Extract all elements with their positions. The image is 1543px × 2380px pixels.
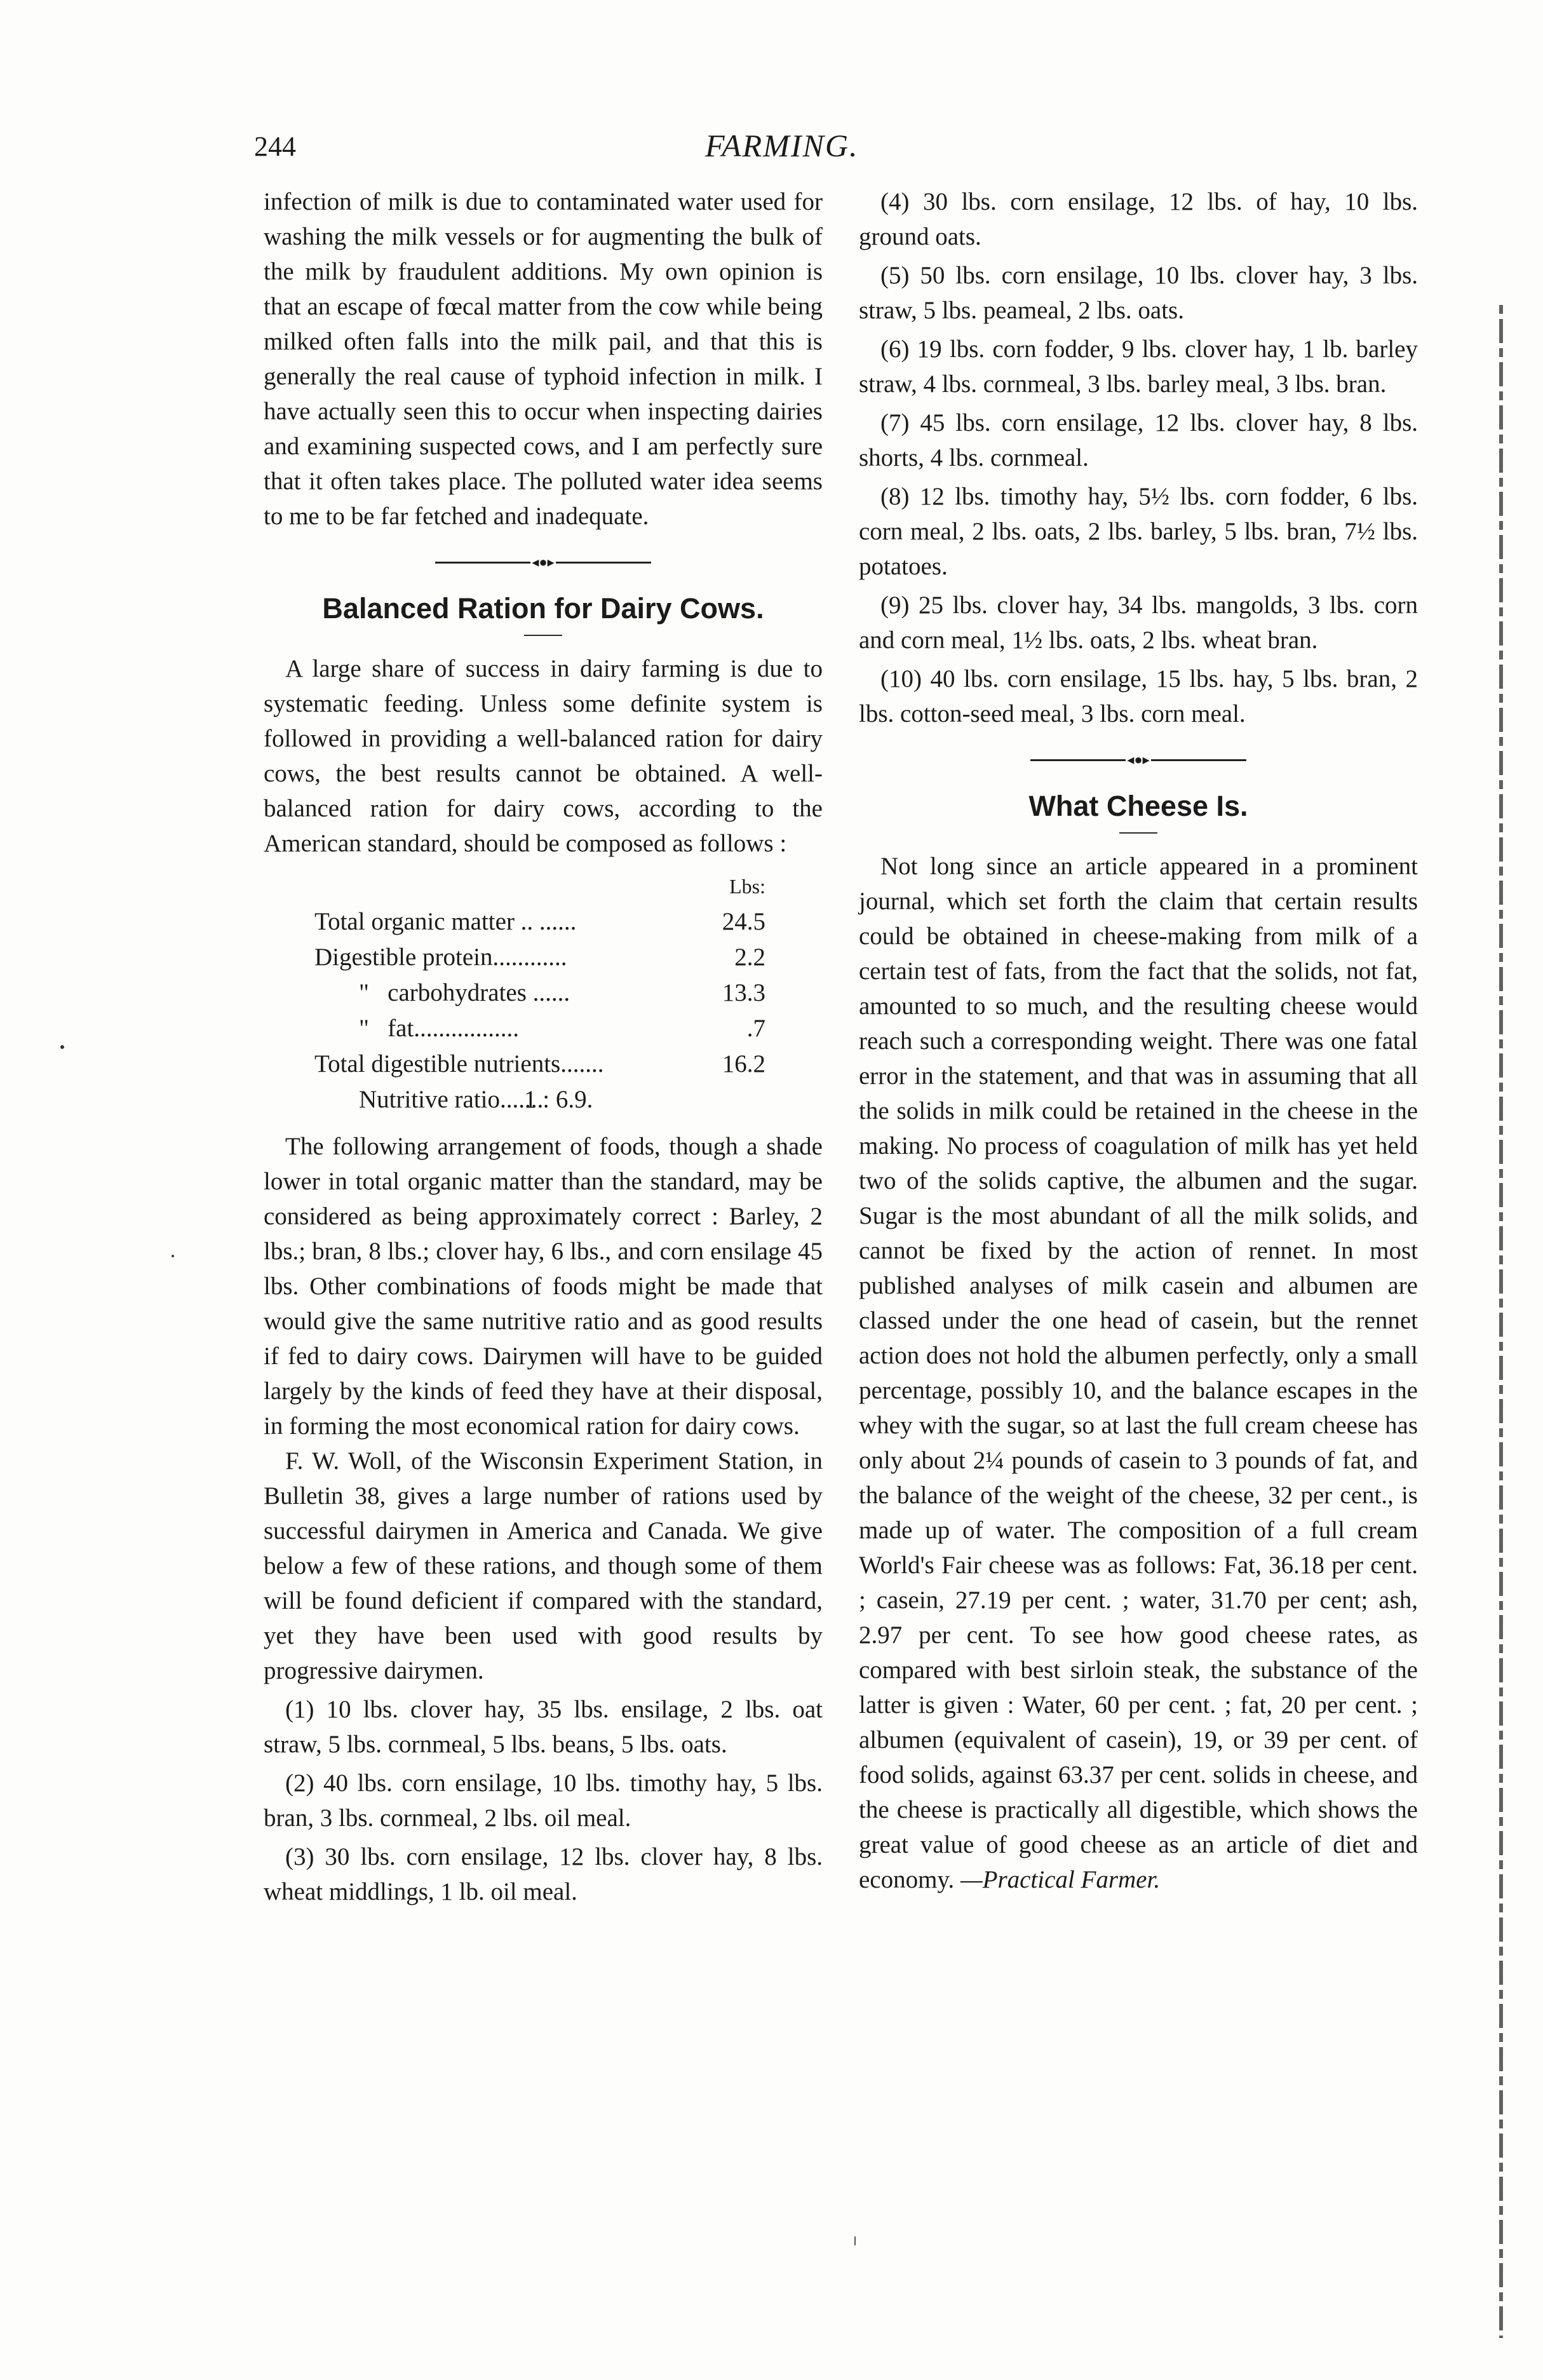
section-divider-ornament: ◂●▸ — [264, 555, 823, 569]
section-title-balanced-ration: Balanced Ration for Dairy Cows. — [322, 592, 764, 625]
ratio-label: Nutritive ratio....... — [359, 1086, 544, 1113]
body-paragraph: The following arrangement of foods, though a shade lower in total organic matter than the standard, may be considered as being approximately correct : Barley, 2 lbs.; bran, 8 lbs.; clover hay, 6 lbs., and corn ensilage 45 lbs. Other combinations of foods might be made that would give the same nutritive ratio and as good results if fed to dairy cows. Dairymen will have to be guided largely by the kinds of feed they have at their disposal, in forming the most economical ration for dairy cows. — [264, 1133, 823, 1440]
table-row — [314, 975, 765, 1011]
running-title: FARMING. — [705, 128, 859, 163]
row-label: " carbohydrates ...... — [359, 979, 570, 1006]
standard-ration-table — [314, 869, 765, 1118]
table-row — [314, 1082, 765, 1118]
row-value: 16.2 — [722, 1050, 765, 1078]
ration-item: (7) 45 lbs. corn ensilage, 12 lbs. clover hay, 8 lbs. shorts, 4 lbs. cornmeal. — [859, 409, 1418, 471]
row-value: 2.2 — [734, 943, 765, 971]
scan-speck — [60, 1045, 64, 1049]
ration-item: (9) 25 lbs. clover hay, 34 lbs. mangolds, 3 lbs. corn and corn meal, 1½ lbs. oats, 2 lbs. wheat bran. — [859, 592, 1418, 654]
table-row — [314, 940, 765, 975]
ratio-value: 1 : 6.9. — [524, 1086, 593, 1113]
table-row — [314, 1046, 765, 1082]
scan-binding-edge — [1499, 305, 1503, 2338]
scan-mark — [854, 2236, 856, 2245]
table-row — [314, 904, 765, 940]
ration-item: (8) 12 lbs. timothy hay, 5½ lbs. corn fodder, 6 lbs. corn meal, 2 lbs. oats, 2 lbs. barley, 5 lbs. bran, 7½ lbs. potatoes. — [859, 483, 1418, 580]
ration-item: (1) 10 lbs. clover hay, 35 lbs. ensilage, 2 lbs. oat straw, 5 lbs. cornmeal, 5 lbs. beans, 5 lbs. oats. — [264, 1696, 823, 1758]
attribution: —Practical Farmer. — [960, 1866, 1161, 1893]
row-label: Total organic matter .. ...... — [314, 908, 577, 935]
ration-item: (2) 40 lbs. corn ensilage, 10 lbs. timothy hay, 5 lbs. bran, 3 lbs. cornmeal, 2 lbs. oil meal. — [264, 1769, 823, 1832]
intro-paragraph: infection of milk is due to contaminated water used for washing the milk vessels or for augmenting the bulk of the milk by fraudulent additions. My own opinion is that an escape of fœcal matter from the cow while being milked often falls into the milk pail, and that this is generally the real cause of typhoid infection in milk. I have actually seen this to occur when inspecting dairies and examining suspected cows, and I am perfectly sure that it often takes place. The polluted water idea seems to me to be far fetched and inadequate. — [264, 188, 823, 530]
title-rule — [524, 635, 562, 636]
row-label: Digestible protein............ — [314, 943, 567, 971]
ration-item: (4) 30 lbs. corn ensilage, 12 lbs. of hay, 10 lbs. ground oats. — [859, 188, 1418, 250]
ration-item: (6) 19 lbs. corn fodder, 9 lbs. clover hay, 1 lb. barley straw, 4 lbs. cornmeal, 3 lbs. barley meal, 3 lbs. bran. — [859, 335, 1418, 398]
section-title-what-cheese-is: What Cheese Is. — [1028, 790, 1248, 822]
page-number: 244 — [254, 131, 296, 162]
body-paragraph: F. W. Woll, of the Wisconsin Experiment Station, in Bulletin 38, gives a large number of rations used by successful dairymen in America and Canada. We give below a few of these rations, and though some of them will be found deficient if compared with the standard, yet they have been used with good results by progressive dairymen. — [264, 1447, 823, 1684]
table-row — [314, 1011, 765, 1046]
row-value: .7 — [746, 1015, 765, 1042]
title-rule — [1119, 832, 1157, 834]
right-column — [859, 184, 1418, 1897]
row-value: 24.5 — [722, 908, 765, 935]
scan-speck — [172, 1255, 174, 1257]
body-paragraph — [859, 849, 1418, 1897]
row-label: Total digestible nutrients....... — [314, 1050, 604, 1078]
row-label: " fat................. — [359, 1015, 520, 1042]
table-unit-header: Lbs: — [729, 875, 765, 898]
cheese-body-text: Not long since an article appeared in a prominent journal, which set forth the claim that certain results could be obtained in cheese-making from milk of a certain test of fats, from the fact that the solids, not fat, amounted to so much, and the resulting cheese would reach such a corresponding weight. There was one fatal error in the statement, and that was in assuming that all the solids in milk could be retained in the cheese in the making. No process of coagulation of milk has yet held two of the solids captive, the albumen and the sugar. Sugar is the most abundant of all the milk solids, and cannot be fixed by the action of rennet. In most published analyses of milk casein and albumen are classed under the one head of casein, but the rennet action does not hold the albumen perfectly, only a small percentage, possibly 10, and the balance escapes in the whey with the sugar, so at last the full cream cheese has only about 2¼ pounds of casein to 3 pounds of fat, and the balance of the weight of the cheese, 32 per cent., is made up of water. The composition of a full cream World's Fair cheese was as follows: Fat, 36.18 per cent. ; casein, 27.19 per cent. ; water, 31.70 per cent; ash, 2.97 per cent. To see how good cheese rates, as compared with best sirloin steak, the substance of the latter is given : Water, 60 per cent. ; fat, 20 per cent. ; albumen (equivalent of casein), 19, or 39 per cent. of food solids, against 63.37 per cent. solids in cheese, and the cheese is practically all digestible, which shows the great value of good cheese as an article of diet and economy. — [859, 853, 1418, 1893]
ration-item: (5) 50 lbs. corn ensilage, 10 lbs. clover hay, 3 lbs. straw, 5 lbs. peameal, 2 lbs. oats. — [859, 262, 1418, 324]
body-paragraph: A large share of success in dairy farming is due to systematic feeding. Unless some definite system is followed in providing a well-balanced ration for dairy cows, the best results cannot be obtained. A well-balanced ration for dairy cows, according to the American standard, should be composed as follows : — [264, 655, 823, 857]
section-divider-ornament: ◂●▸ — [859, 753, 1418, 767]
ration-item: (10) 40 lbs. corn ensilage, 15 lbs. hay, 5 lbs. bran, 2 lbs. cotton-seed meal, 3 lbs. corn meal. — [859, 665, 1418, 727]
left-column — [264, 184, 823, 1909]
row-value: 13.3 — [722, 979, 765, 1006]
ration-item: (3) 30 lbs. corn ensilage, 12 lbs. clover hay, 8 lbs. wheat middlings, 1 lb. oil meal. — [264, 1843, 823, 1905]
